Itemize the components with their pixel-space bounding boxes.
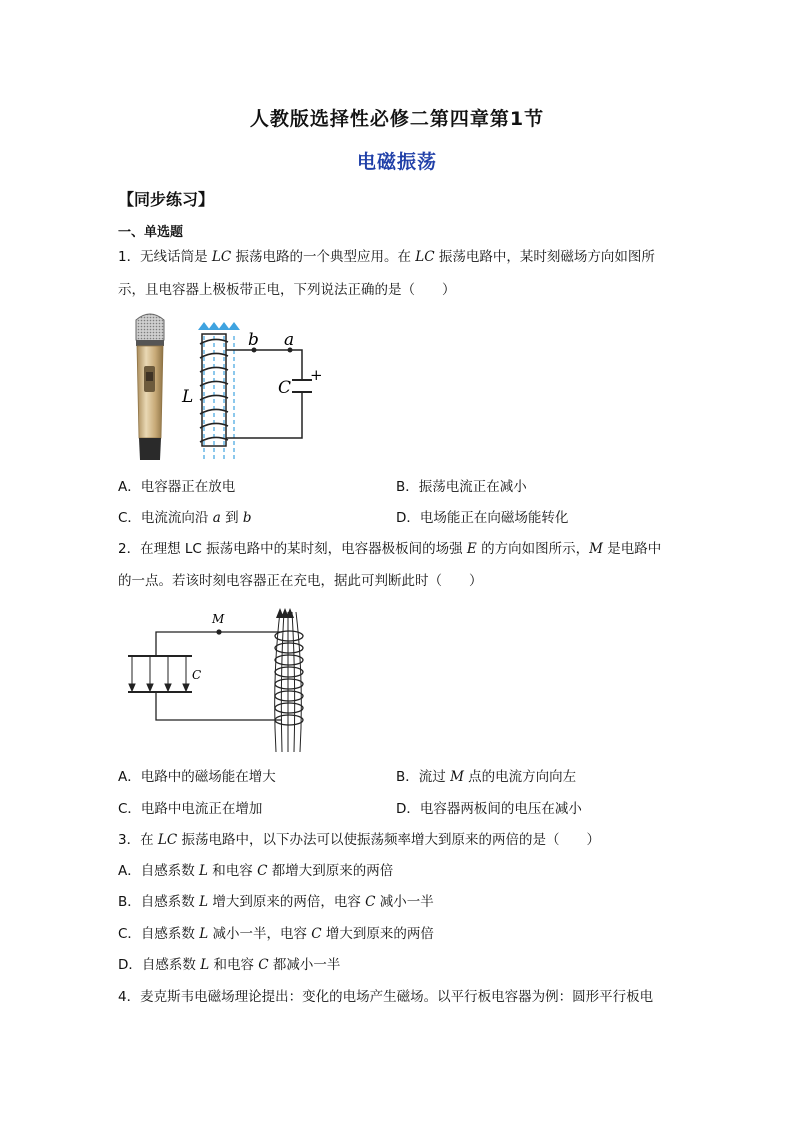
point-M — [216, 629, 221, 634]
q1-option-d[interactable]: D．电场能正在向磁场能转化 — [396, 510, 569, 526]
q1-option-c[interactable]: C．电流流向沿 a 到 b — [118, 510, 252, 526]
label-a: a — [284, 330, 295, 350]
q1-lc-circuit-diagram — [176, 318, 336, 464]
label-C: C — [278, 378, 292, 398]
q2-option-a[interactable]: A．电路中的磁场能在增大 — [118, 769, 276, 785]
q3-option-d[interactable]: D．自感系数 L 和电容 C 都减小一半 — [118, 957, 341, 973]
q2-option-b[interactable]: B．流过 M 点的电流方向向左 — [396, 769, 577, 785]
label-b: b — [248, 330, 259, 350]
q4-stem-line1: 4．麦克斯韦电磁场理论提出：变化的电场产生磁场。以平行板电容器为例：圆形平行板电 — [118, 989, 654, 1005]
q3-option-a[interactable]: A．自感系数 L 和电容 C 都增大到原来的两倍 — [118, 863, 394, 879]
document-title: 人教版选择性必修二第四章第1节 — [249, 108, 545, 130]
q3-stem: 3．在 LC 振荡电路中，以下办法可以使振荡频率增大到原来的两倍的是（ ） — [118, 832, 600, 848]
q1-stem-line1: 1．无线话筒是 LC 振荡电路的一个典型应用。在 LC 振荡电路中，某时刻磁场方向如图所 — [118, 249, 655, 265]
label-L: L — [182, 387, 194, 407]
q2-stem-line2: 的一点。若该时刻电容器正在充电，据此可判断此时（ ） — [118, 573, 483, 589]
q1-option-a[interactable]: A．电容器正在放电 — [118, 479, 236, 495]
section-heading: 【同步练习】 — [118, 190, 215, 209]
q1-stem-line2: 示，且电容器上极板带正电，下列说法正确的是（ ） — [118, 282, 456, 298]
q2-option-d[interactable]: D．电容器两板间的电压在减小 — [396, 801, 582, 817]
electric-field-arrows — [129, 656, 189, 691]
q2-lc-circuit-diagram — [124, 606, 314, 754]
q1-option-b[interactable]: B．振荡电流正在减小 — [396, 479, 527, 495]
label-plus: + — [310, 366, 323, 384]
inductor-coil — [200, 339, 228, 442]
subsection-heading: 一、单选题 — [118, 225, 184, 240]
q3-option-c[interactable]: C．自感系数 L 减小一半，电容 C 增大到原来的两倍 — [118, 926, 434, 942]
q2-stem-line1: 2．在理想 LC 振荡电路中的某时刻，电容器极板间的场强 E 的方向如图所示，M 是电路中 — [118, 541, 662, 557]
microphone-image — [128, 310, 172, 462]
q2-option-c[interactable]: C．电路中电流正在增加 — [118, 801, 263, 817]
label-C: C — [192, 668, 202, 682]
document-subtitle: 电磁振荡 — [356, 151, 437, 173]
label-M: M — [212, 612, 225, 626]
q3-option-b[interactable]: B．自感系数 L 增大到原来的两倍，电容 C 减小一半 — [118, 894, 434, 910]
field-direction-arrows — [276, 608, 294, 618]
field-direction-arrows — [198, 322, 240, 330]
inductor-coil — [275, 631, 303, 725]
